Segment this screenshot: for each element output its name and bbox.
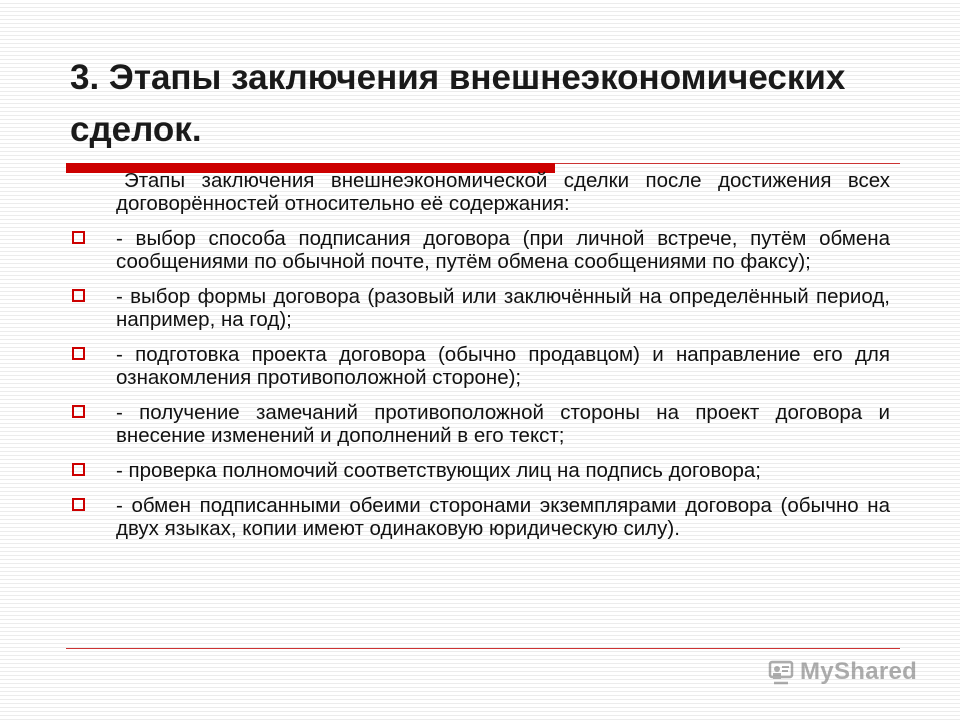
list-item-text: - выбор способа подписания договора (при личной встрече, путём обмена сообщениями по обычной почте, путём обмена сообщениями по факсу);: [116, 227, 890, 273]
watermark-text: MyShared: [800, 658, 918, 685]
list-item: [66, 285, 890, 331]
square-bullet-icon: [72, 498, 85, 511]
square-bullet-icon: [72, 231, 85, 244]
list-item: [66, 459, 890, 482]
list-item-text: - выбор формы договора (разовый или заключённый на определённый период, например, на год);: [116, 285, 890, 331]
list-item: [66, 401, 890, 447]
square-bullet-icon: [72, 463, 85, 476]
list-item: [66, 343, 890, 389]
slide-title: 3. Этапы заключения внешнеэкономических сделок.: [70, 58, 846, 149]
list-item-text: - проверка полномочий соответствующих лиц на подпись договора;: [116, 459, 761, 482]
list-item-text: - подготовка проекта договора (обычно продавцом) и направление его для ознакомления противоположной стороне);: [116, 343, 890, 389]
teacher-board-icon: [768, 659, 794, 685]
square-bullet-icon: [72, 405, 85, 418]
bottom-divider: [66, 648, 900, 649]
list-item-text: - обмен подписанными обеими сторонами экземплярами договора (обычно на двух языках, копии имеют одинаковую юридическую силу).: [116, 494, 890, 540]
square-bullet-icon: [72, 347, 85, 360]
top-divider: [555, 163, 900, 164]
watermark-logo: [768, 656, 917, 688]
list-item: [66, 227, 890, 273]
square-bullet-icon: [72, 289, 85, 302]
list-item: [66, 494, 890, 540]
slide-body: [66, 169, 890, 552]
list-item-text: - получение замечаний противоположной стороны на проект договора и внесение изменений и дополнений в его текст;: [116, 401, 890, 447]
intro-paragraph: Этапы заключения внешнеэкономической сделки после достижения всех договорённостей относительно её содержания:: [116, 169, 890, 215]
